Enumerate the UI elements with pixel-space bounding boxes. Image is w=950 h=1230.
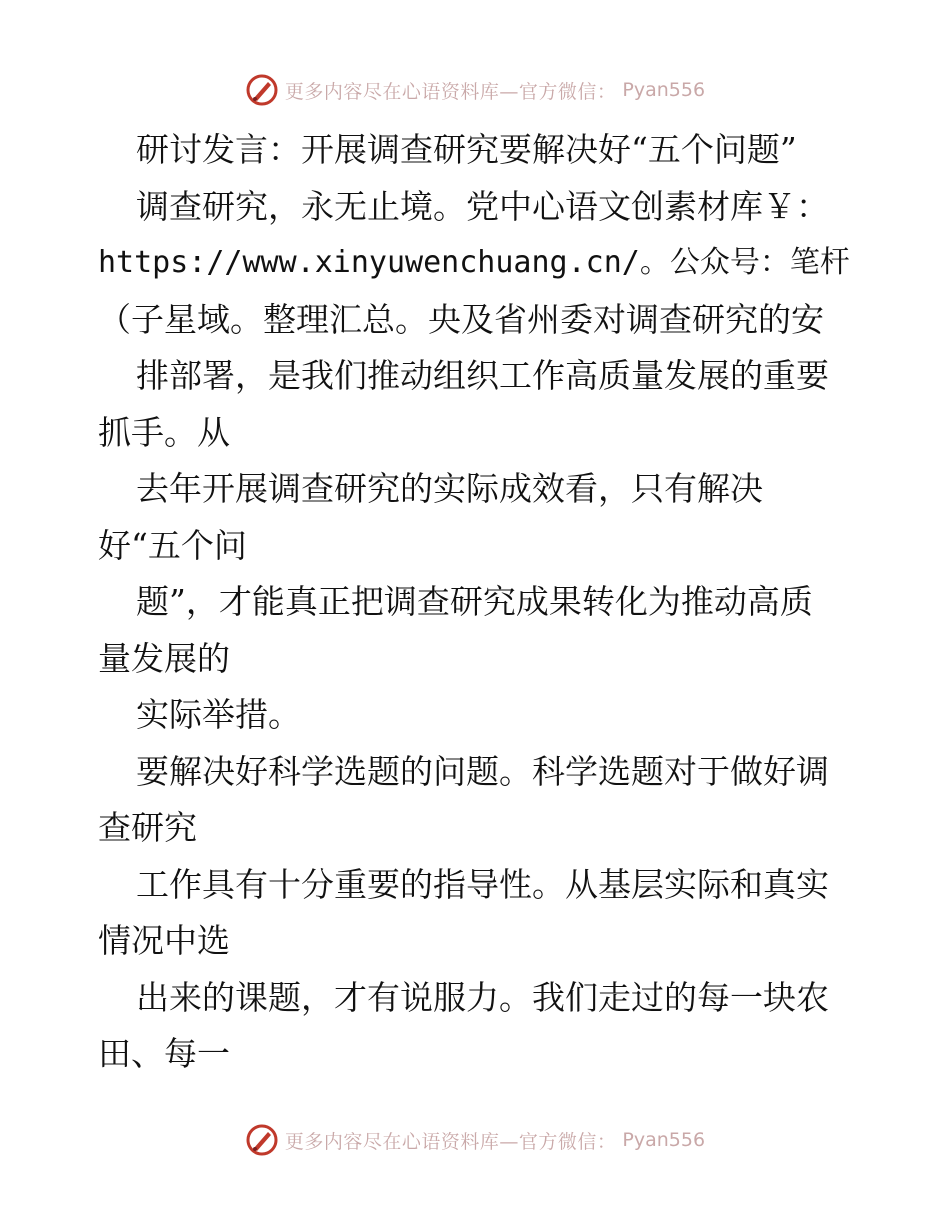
- text-line: 田、每一: [98, 1034, 230, 1073]
- text-line: 工作具有十分重要的指导性。从基层实际和真实: [136, 864, 829, 904]
- text-line: 情况中选: [98, 921, 230, 960]
- pen-logo-icon: [245, 1123, 279, 1157]
- text-line: 抓手。从: [98, 412, 230, 452]
- text-line: 好“五个问: [98, 525, 247, 565]
- text-line: 调查研究，永无止境。党中心语文创素材库￥：: [136, 186, 829, 226]
- watermark-contact: Pyan556: [622, 1129, 706, 1151]
- document-body: [98, 122, 858, 1083]
- footer-watermark: [0, 1120, 950, 1160]
- text-line: 要解决好科学选题的问题。科学选题对于做好调: [136, 751, 829, 791]
- text-line: 出来的课题，才有说服力。我们走过的每一块农: [136, 977, 829, 1017]
- watermark-text: 更多内容尽在心语资料库—官方微信：: [284, 80, 617, 103]
- watermark-text: 更多内容尽在心语资料库—官方微信：: [284, 1130, 617, 1153]
- text-line: 去年开展调查研究的实际成效看，只有解决: [136, 469, 763, 508]
- text-line: 量发展的: [98, 638, 230, 678]
- text-line: （子星域。整理汇总。央及省州委对调查研究的安: [98, 299, 824, 339]
- text-line: 实际举措。: [136, 695, 301, 734]
- document-title: 研讨发言：开展调查研究要解决好“五个问题”: [136, 130, 797, 169]
- pen-logo-icon: [245, 73, 279, 107]
- watermark-contact: Pyan556: [622, 79, 706, 101]
- text-line: 排部署，是我们推动组织工作高质量发展的重要: [136, 356, 829, 395]
- header-watermark: [0, 70, 950, 110]
- text-line: 题”，才能真正把调查研究成果转化为推动高质: [136, 582, 813, 621]
- text-line-url: https://www.xinyuwenchuang.cn/。公众号：笔杆: [98, 245, 850, 280]
- text-line: 查研究: [98, 808, 197, 847]
